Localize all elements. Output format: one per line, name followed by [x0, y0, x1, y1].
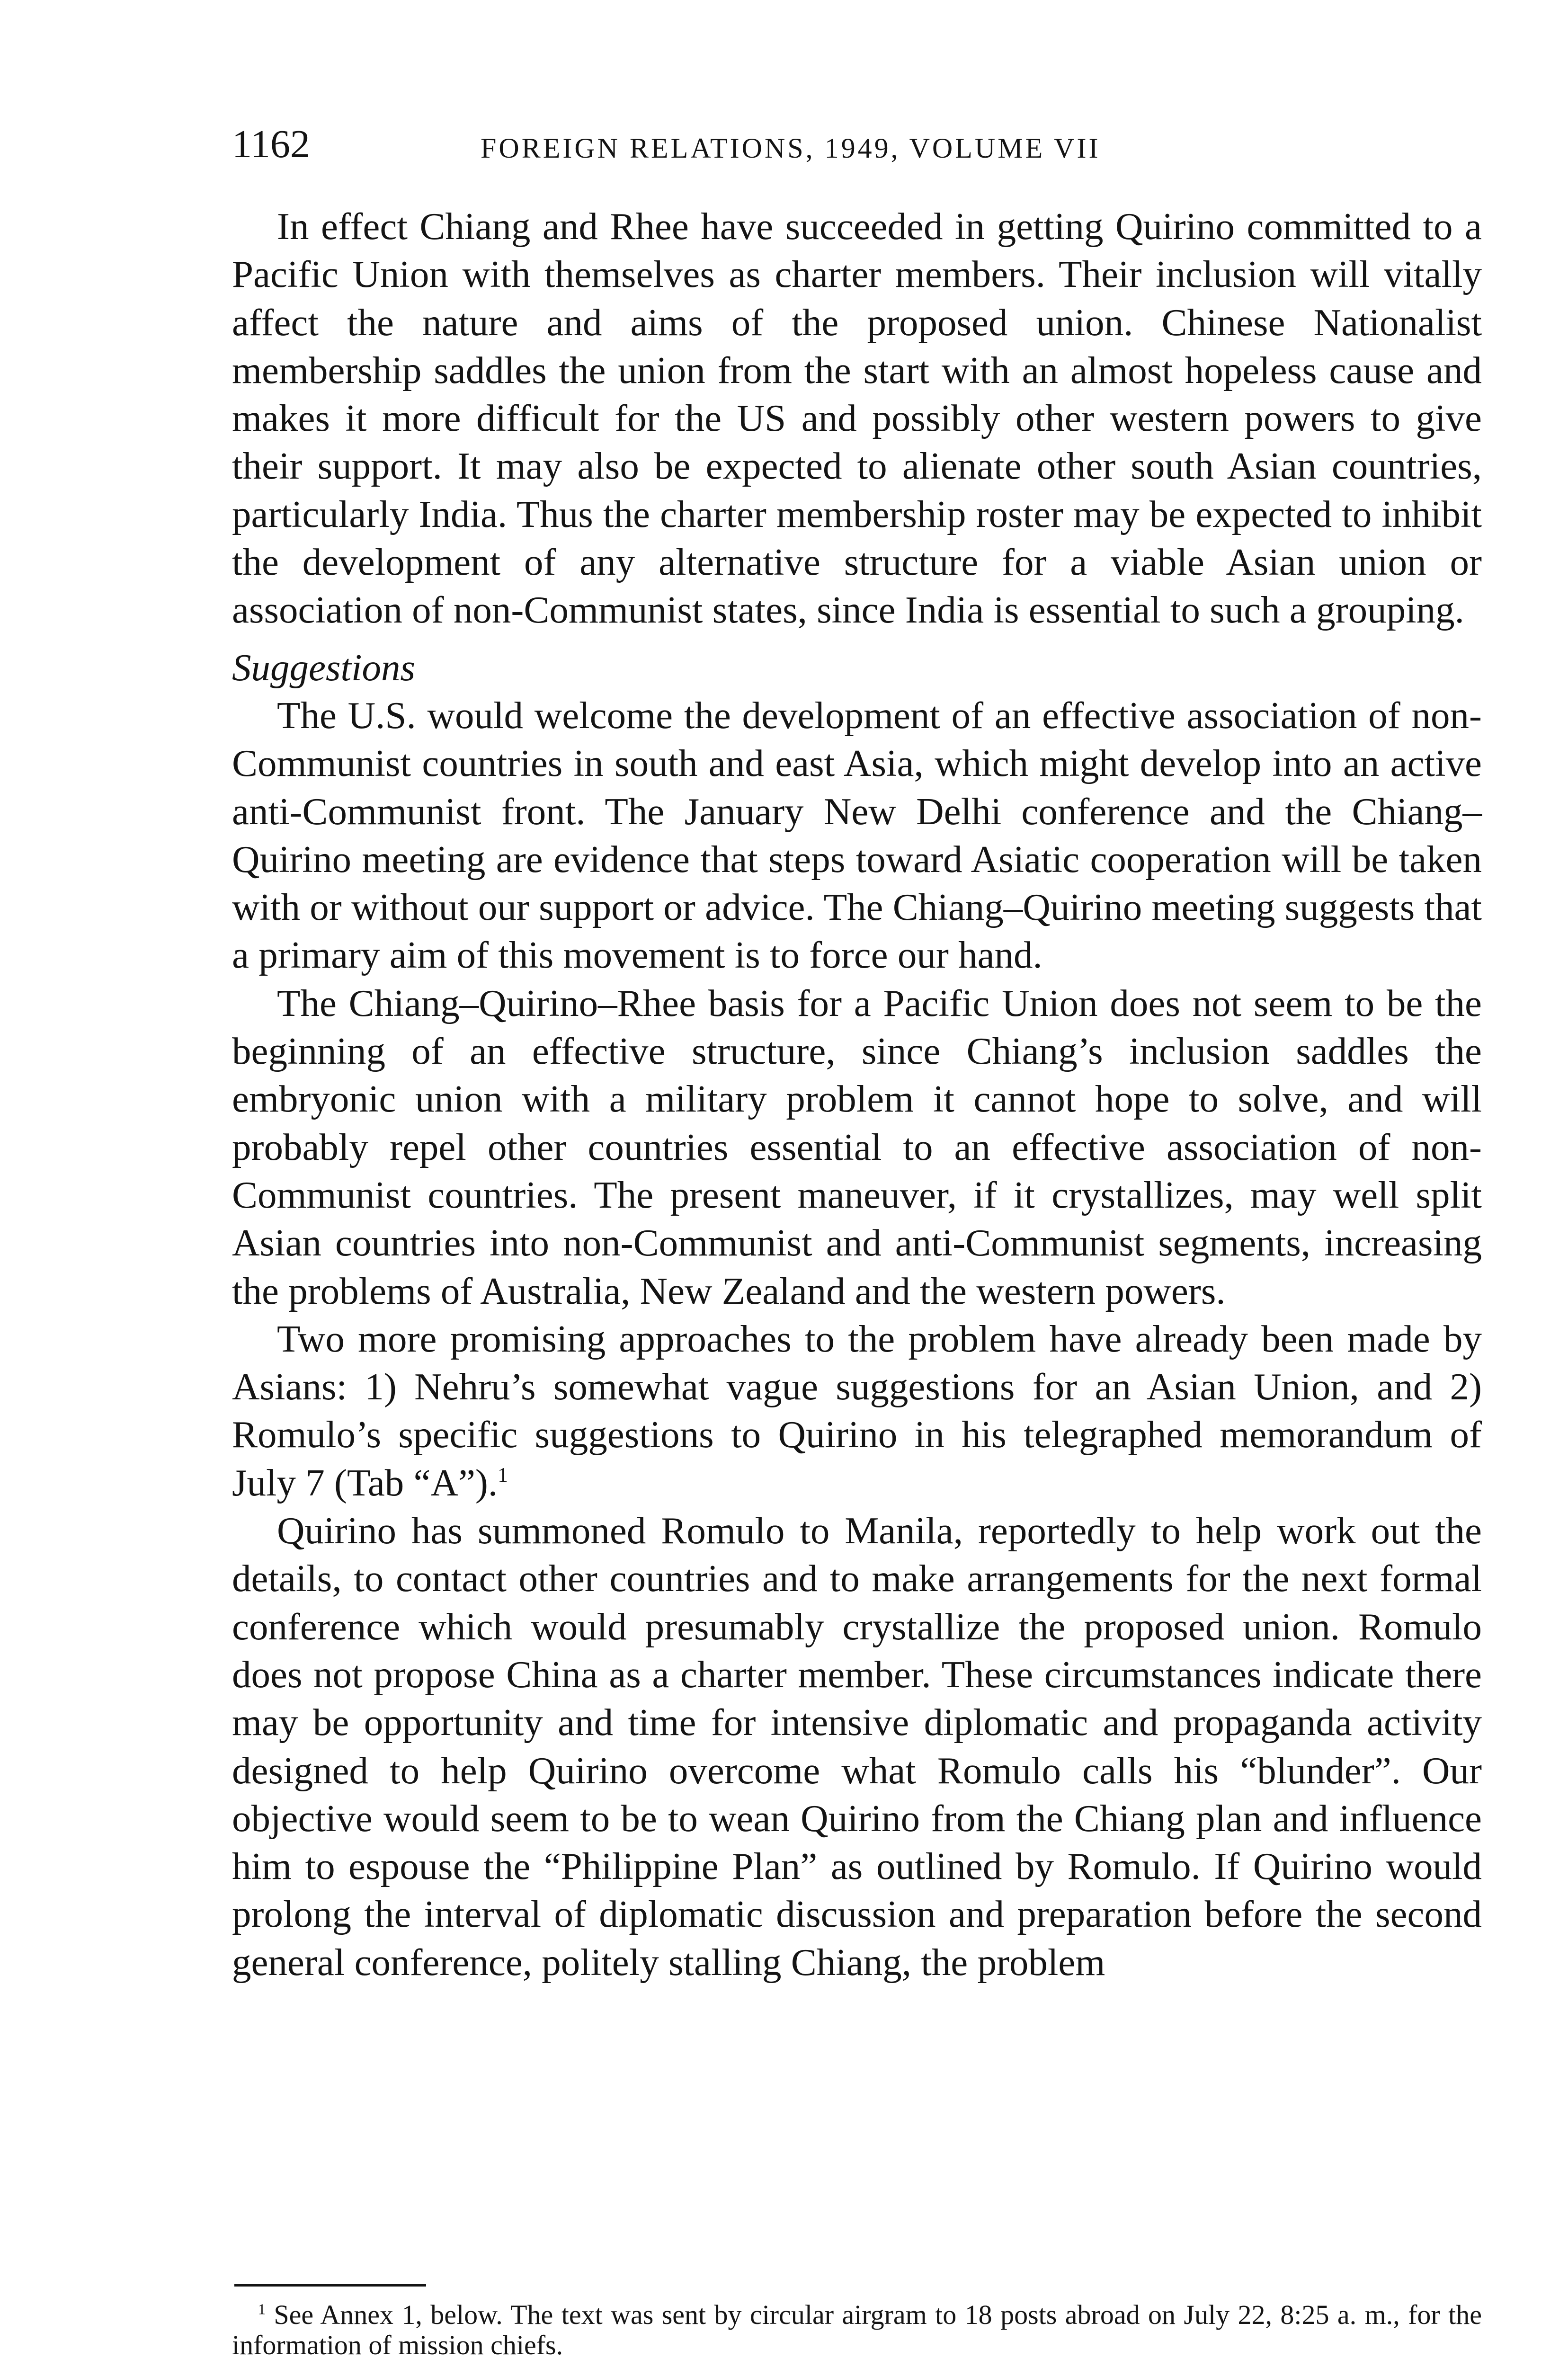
- footnote-reference[interactable]: 1: [498, 1462, 508, 1486]
- paragraph-text: Two more promising approaches to the problem have already been made by Asians: 1) Nehru’s somewhat vague suggestions for an Asian Union, and 2) Romulo’s specific suggestions to Quirino in his telegraphed memorandum of July 7 (Tab “A”).: [232, 1317, 1482, 1504]
- footnote-marker: 1: [258, 2301, 266, 2318]
- page-header: [232, 118, 1482, 170]
- paragraph: The Chiang–Quirino–Rhee basis for a Pacific Union does not seem to be the beginning of an effective structure, since Chiang’s inclusion saddles the embryonic union with a military problem it cannot hope to solve, and will probably repel other countries essential to an effective association of non-Communist countries. The present maneuver, if it crystallizes, may well split Asian countries into non-Communist and anti-Communist segments, increasing the problems of Australia, New Zealand and the western powers.: [232, 981, 1482, 1312]
- footnote-divider: [234, 2284, 426, 2287]
- paragraph: The U.S. would welcome the development of an effective association of non-Communist countries in south and east Asia, which might develop into an active anti-Communist front. The January New Delhi conference and the Chiang–Quirino meeting are evidence that steps toward Asiatic cooperation will be taken with or without our support or advice. The Chiang–Quirino meeting suggests that a primary aim of this movement is to force our hand.: [232, 694, 1482, 977]
- paragraph: In effect Chiang and Rhee have succeeded in getting Quirino committed to a Pacific Union with themselves as charter members. Their inclusion will vitally affect the nature and aims of the proposed union. Chinese Nationalist membership saddles the union from the start with an almost hopeless cause and makes it more difficult for the US and possibly other western powers to give their support. It may also be expected to alienate other south Asian countries, particularly India. Thus the charter membership roster may be expected to inhibit the development of any alternative structure for a viable Asian union or association of non-Communist states, since India is essential to such a grouping.: [232, 205, 1482, 632]
- running-head: FOREIGN RELATIONS, 1949, VOLUME VII: [481, 133, 1101, 164]
- body-text: [232, 203, 1482, 1986]
- paragraph: Quirino has summoned Romulo to Manila, reportedly to help work out the details, to contact other countries and to make arrangements for the next formal conference which would presumably crystallize the proposed union. Romulo does not propose China as a charter member. These circumstances indicate there may be opportunity and time for intensive diplomatic and propaganda activity designed to help Quirino overcome what Romulo calls his “blunder”. Our objective would seem to be to wean Quirino from the Chiang plan and influence him to espouse the “Philippine Plan” as outlined by Romulo. If Quirino would prolong the interval of diplomatic discussion and preparation before the second general conference, politely stalling Chiang, the problem: [232, 1509, 1482, 1984]
- page-number: 1162: [232, 122, 310, 166]
- footnote: [232, 2300, 1482, 2360]
- section-heading: Suggestions: [232, 646, 416, 689]
- footnote-text: See Annex 1, below. The text was sent by circular airgram to 18 posts abroad on July 22, 8:25 a. m., for the information of mission chiefs.: [232, 2299, 1482, 2360]
- paragraph: [232, 1315, 1482, 1507]
